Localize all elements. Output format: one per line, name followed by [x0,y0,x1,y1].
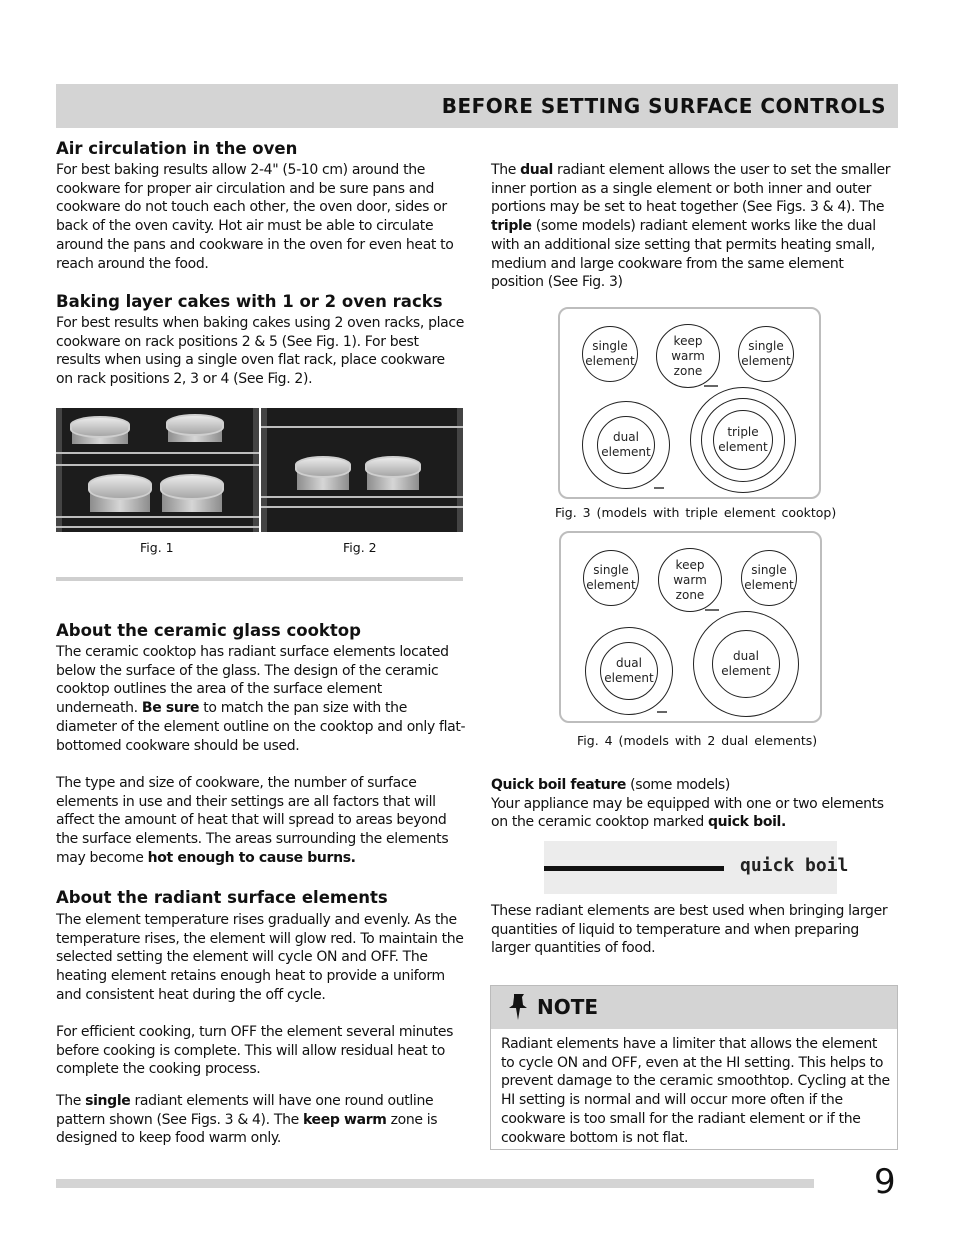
ceramic-cooktop-text-2: The type and size of cookware, the number of surface elements in use and their settings are all factors that will affect the amount of heat that will spread to areas beyond the surface elements. The areas surrounding the elements may become hot enough to cause burns. [56,775,449,866]
baking-cakes-text: For best results when baking cakes using 2 oven racks, place cookware on rack positions 2 & 5 (See Fig. 1). For best results when using a single oven flat rack, place cookware on rack positions 2, 3 or 4 (See Fig. 2). [56,315,464,388]
note-text: Radiant elements have a limiter that allows the element to cycle ON and OFF, even at the HI setting. This helps to prevent damage to the ceramic smoothtop. Cycling at the HI setting is normal and will occur more often if the cookware is too small for the radiant element or if the cookware bottom is not flat. [501,1036,890,1146]
single-element-right: single element [741,550,797,606]
section-divider [56,577,463,581]
radiant-elements-text-1: The element temperature rises gradually and evenly. As the temperature rises, the element will glow red. To maintain the selected setting the element will cycle ON and OFF. The heating element retains enough heat to provide a uniform and consistent heat during the off cycle. [56,912,464,1003]
quick-boil-usage-text: These radiant elements are best used when bringing larger quantities of liquid to temperature and when preparing larger quantities of food. [491,903,888,957]
dual-element-left: dual element [585,627,673,715]
keep-warm-zone: keep warm zone [656,324,720,388]
fig1-oven-photo [56,408,259,532]
fig2-caption: Fig. 2 [343,540,377,555]
quick-boil-label: quick boil [740,855,849,876]
single-element-left: single element [583,550,639,606]
fig3-cooktop-diagram [558,307,821,499]
keep-warm-zone: keep warm zone [658,548,722,612]
dual-element-right: dual element [693,611,799,717]
fig1-caption: Fig. 1 [140,540,174,555]
footer-bar [56,1179,814,1188]
ceramic-cooktop-heading: About the ceramic glass cooktop [56,621,361,640]
page-title: BEFORE SETTING SURFACE CONTROLS [441,94,886,118]
fig4-caption: Fig. 4 (models with 2 dual elements) [577,733,818,748]
section-header [56,84,898,128]
page-number: 9 [874,1162,896,1202]
single-element-right: single element [738,326,794,382]
dual-element: dual element [582,401,670,489]
quick-boil-graphic [544,841,849,894]
air-circulation-heading: Air circulation in the oven [56,139,298,158]
air-circulation-text: For best baking results allow 2-4" (5-10 cm) around the cookware for proper air circulation and be sure pans and cookware do not touch each other, the oven door, sides or back of the oven cavity. Hot air must be able to circulate around the pans and cookware in the oven for even heat to reach around the food. [56,162,454,272]
ceramic-cooktop-text-1: The ceramic cooktop has radiant surface elements located below the surface of the glass. The design of the ceramic cooktop outlines the area of the surface element underneath. Be sure to match the pan size with the diameter of the element outline on the cooktop and only flat-bottomed cookware should be used. [56,644,466,754]
pushpin-icon [505,992,531,1022]
radiant-elements-text-2: For efficient cooking, turn OFF the element several minutes before cooking is complete. This will allow residual heat to complete the cooking process. [56,1024,454,1078]
note-box [490,985,898,1150]
single-element-left: single element [582,326,638,382]
triple-element: triple element [690,387,796,493]
fig4-cooktop-diagram [559,531,822,723]
quick-boil-text: Quick boil feature (some models) Your appliance may be equipped with one or two elements on the ceramic cooktop marked quick boil. [491,777,884,831]
dual-element-text: The dual radiant element allows the user to set the smaller inner portion as a single element or both inner and outer portions may be set to heat together (See Figs. 3 & 4). The triple (some models) radiant element works like the dual with an additional size setting that permits heating small, medium and large cookware from the same element position (See Fig. 3) [491,162,891,291]
fig2-oven-photo [261,408,463,532]
note-title: NOTE [537,995,599,1019]
quick-boil-title: Quick boil feature [491,777,627,793]
fig3-caption: Fig. 3 (models with triple element cooktop) [555,505,837,520]
radiant-elements-heading: About the radiant surface elements [56,888,388,907]
radiant-elements-text-3: The single radiant elements will have one round outline pattern shown (See Figs. 3 & 4). The keep warm zone is designed to keep food warm only. [56,1093,438,1147]
baking-cakes-heading: Baking layer cakes with 1 or 2 oven racks [56,292,443,311]
